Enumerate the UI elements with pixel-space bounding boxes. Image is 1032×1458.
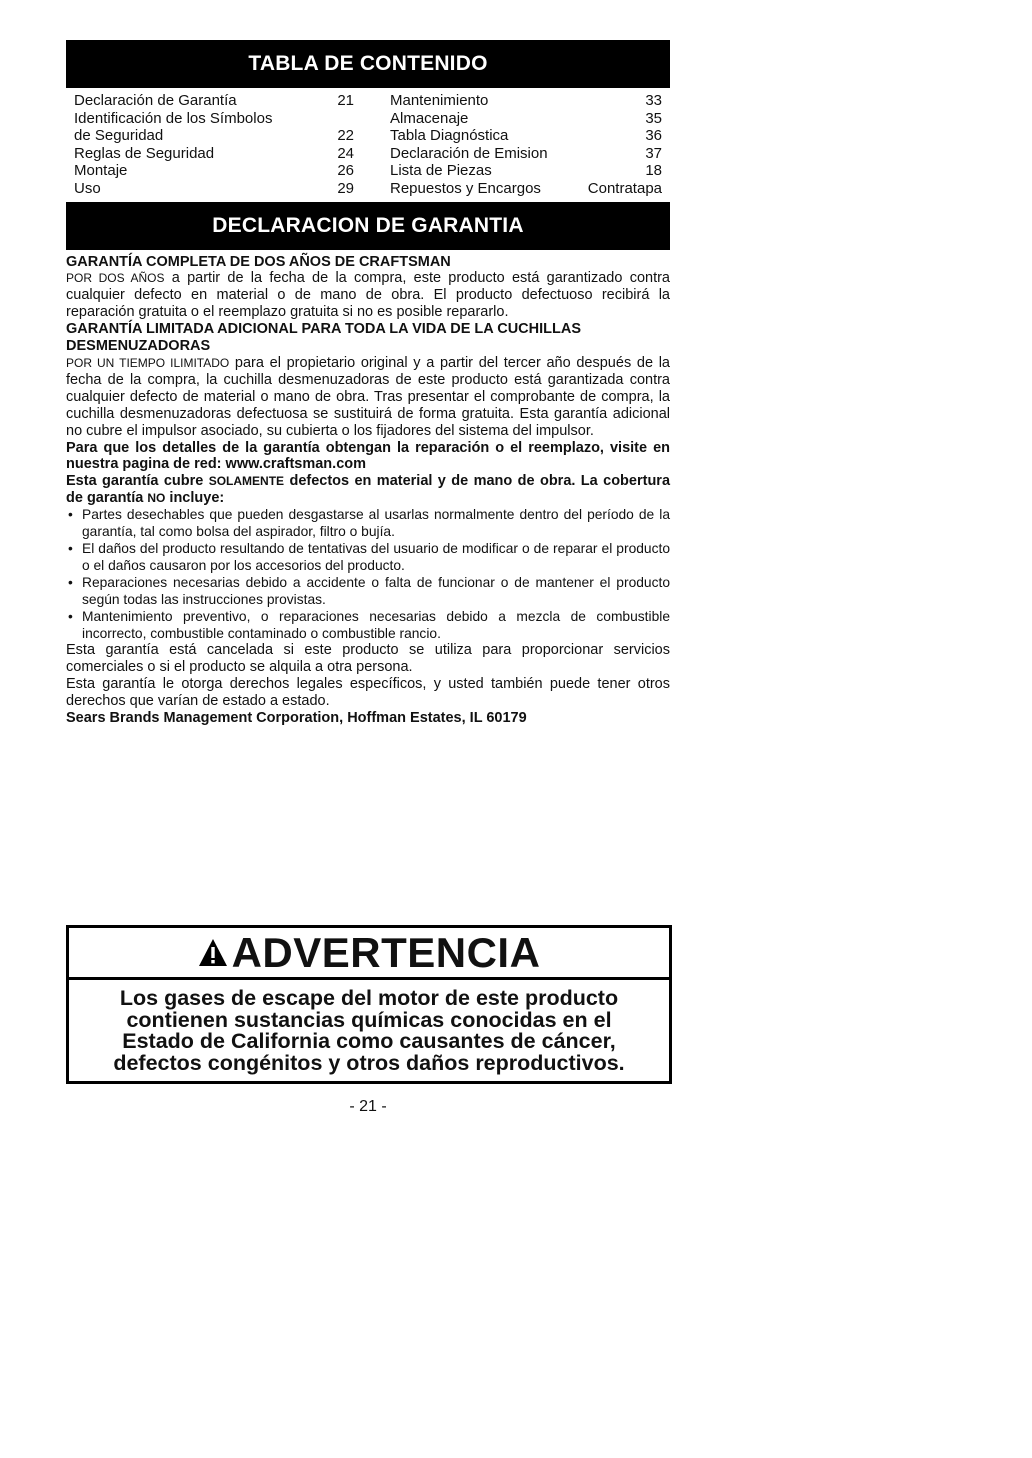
- warning-line: defectos congénitos y otros daños reproductivos.: [113, 1050, 625, 1075]
- coverage-text: defectos en material y de mano de obra. La cobertura de garantía: [66, 473, 671, 507]
- coverage-only: SOLAMENTE: [208, 474, 285, 489]
- paragraph-text: para el propietario original y a partir del tercer año después de la fecha de la compra, la cuchilla desmenuzadoras de este producto está garantizada contra cualquier defecto de material o mano de obra. Tras presentar el comprobante de compra, la cuchilla desmenuzadoras defectuosa se sustituirá de forma gratuita. Esta garantía adicional no cubre el impulsor asociado, su cubierta o los fijadores del sistema del impulsor.: [66, 355, 670, 439]
- toc-entry-title: Tabla Diagnóstica: [390, 127, 509, 145]
- warranty-heading-full: GARANTÍA COMPLETA DE DOS AÑOS DE CRAFTSMAN: [66, 253, 451, 270]
- toc-entry-title: Declaración de Emision: [390, 144, 548, 162]
- toc-right-column: [390, 92, 662, 198]
- toc-entry[interactable]: [74, 110, 354, 128]
- list-item: • Mantenimiento preventivo, o reparaciones necesarias debido a mezcla de combustible incorrecto, combustible contaminado o combustible rancio.: [66, 609, 670, 643]
- warranty-cancellation: Esta garantía está cancelada si este producto se utiliza para proporcionar servicios comerciales o si el producto se alquila a otra persona.: [66, 642, 670, 676]
- toc-entry-page: 36: [645, 127, 662, 145]
- warning-box: [66, 925, 672, 1084]
- warning-triangle-icon: [198, 938, 228, 968]
- warranty-legal-rights: Esta garantía le otorga derechos legales específicos, y usted también puede tener otros derechos que varían de estado a estado.: [66, 676, 670, 710]
- toc-entry-title: Montaje: [74, 162, 128, 180]
- paragraph-text: a partir de la fecha de la compra, este producto está garantizado contra cualquier defecto en material o de mano de obra. El producto defectuoso recibirá la reparación gratuita o el reemplazo gratuita si no es posible repararlo.: [66, 270, 670, 321]
- page-number: - 21 -: [349, 1098, 387, 1115]
- toc-entry-page: [326, 110, 354, 128]
- toc-entry[interactable]: [390, 110, 662, 128]
- toc-entry-title: de Seguridad: [74, 127, 164, 145]
- toc-entry-title: Uso: [74, 179, 101, 197]
- toc-entry-title: Identificación de los Símbolos: [74, 109, 273, 127]
- warranty-section: [66, 250, 670, 727]
- toc-entry-title: Repuestos y Encargos: [390, 179, 541, 197]
- toc-entry[interactable]: [74, 162, 354, 180]
- list-item: • El daños del producto resultando de tentativas del usuario de modificar o de reparar el producto o el daños causaron por los accesorios del producto.: [66, 541, 670, 575]
- toc-entry[interactable]: [74, 180, 354, 198]
- toc-entry[interactable]: [390, 145, 662, 163]
- warranty-heading-limited: GARANTÍA LIMITADA ADICIONAL PARA TODA LA VIDA DE LA CUCHILLAS DESMENUZADORAS: [66, 321, 581, 355]
- page-column: [66, 40, 670, 727]
- list-item: • Reparaciones necesarias debido a accidente o falta de funcionar o de mantener el producto según todas las instrucciones provistas.: [66, 575, 670, 609]
- toc-entry-title: Reglas de Seguridad: [74, 144, 215, 162]
- toc-title: TABLA DE CONTENIDO: [66, 40, 670, 88]
- coverage-text: Esta garantía cubre: [66, 473, 209, 490]
- warranty-coverage-note: [66, 473, 670, 507]
- table-of-contents: [66, 88, 670, 202]
- exclusions-list: [66, 507, 670, 642]
- warning-header: [69, 928, 669, 980]
- warning-line: contienen sustancias químicas conocidas en el: [126, 1007, 612, 1032]
- warning-line: Estado de California como causantes de cáncer,: [122, 1029, 616, 1053]
- toc-entry-page: 22: [337, 127, 354, 145]
- toc-entry-page: 29: [337, 179, 354, 197]
- toc-entry-title: Mantenimiento: [390, 92, 489, 109]
- warranty-paragraph-limited: [66, 355, 670, 440]
- toc-entry-title: Almacenaje: [390, 109, 469, 127]
- toc-entry-page: 18: [645, 162, 662, 180]
- warranty-website-note: Para que los detalles de la garantía obtengan la reparación o el reemplazo, visite en nuestra pagina de red: www.craftsman.com: [66, 439, 670, 473]
- warning-body: [69, 980, 669, 1074]
- toc-entry-page: 33: [645, 92, 662, 109]
- toc-entry[interactable]: [390, 180, 662, 198]
- company-address: Sears Brands Management Corporation, Hoffman Estates, IL 60179: [66, 710, 527, 727]
- toc-left-column: [74, 92, 354, 198]
- toc-entry-page: 26: [337, 162, 354, 180]
- toc-entry[interactable]: [390, 162, 662, 180]
- warning-title: ADVERTENCIA: [231, 928, 541, 976]
- small-caps-lead: POR DOS AÑOS: [66, 271, 165, 286]
- warranty-banner: DECLARACION DE GARANTIA: [66, 202, 670, 250]
- coverage-no: NO: [147, 491, 166, 506]
- toc-entry-title: Lista de Piezas: [390, 162, 492, 180]
- warning-line: Los gases de escape del motor de este producto: [119, 986, 619, 1010]
- toc-entry[interactable]: [74, 145, 354, 163]
- toc-entry[interactable]: [390, 92, 662, 110]
- toc-entry[interactable]: [390, 127, 662, 145]
- toc-entry-page: 21: [337, 92, 354, 109]
- coverage-text: incluye:: [165, 490, 225, 507]
- toc-entry-page: 37: [645, 144, 662, 162]
- toc-entry-page: Contratapa: [587, 179, 662, 197]
- toc-entry-title: Declaración de Garantía: [74, 92, 237, 109]
- list-item: • Partes desechables que pueden desgastarse al usarlas normalmente dentro del período de la garantía, tal como bolsa del aspirador, filtro o bujía.: [66, 507, 670, 541]
- small-caps-lead: POR UN TIEMPO ILIMITADO: [66, 356, 230, 370]
- toc-entry-page: 24: [337, 144, 354, 162]
- toc-entry[interactable]: [74, 92, 354, 110]
- warranty-paragraph-full: [66, 270, 670, 321]
- toc-entry-page: 35: [645, 109, 662, 127]
- toc-entry[interactable]: [74, 127, 354, 145]
